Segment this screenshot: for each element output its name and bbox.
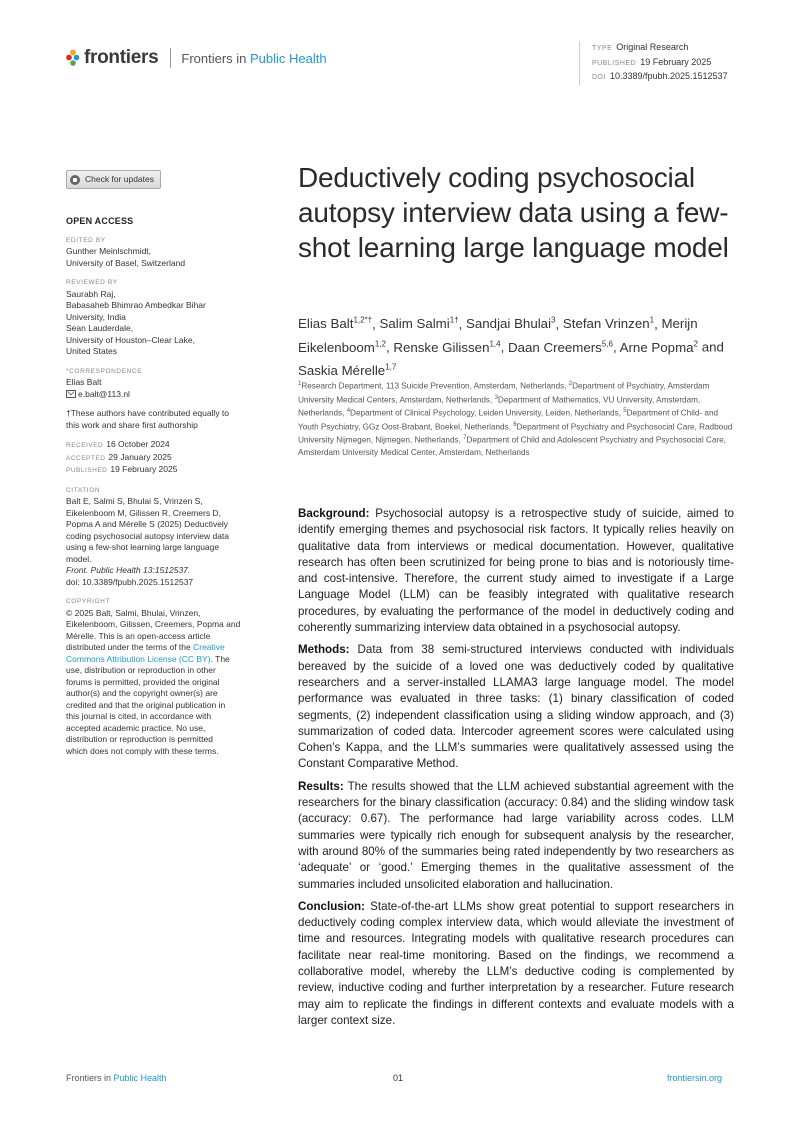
- correspondence-email-link[interactable]: e.balt@113.nl: [66, 389, 266, 401]
- license-link-cont[interactable]: Commons Attribution License (CC BY): [66, 653, 211, 664]
- abstract: [298, 506, 734, 1035]
- footer-site-link[interactable]: frontiersin.org: [667, 1073, 723, 1083]
- affiliation-number: 1: [298, 381, 302, 387]
- affiliation-text: Department of Mathematics, VU University, Amsterdam, Netherlands,: [298, 395, 701, 418]
- author-name[interactable]: Daan Creemers$^{5,6}$: [507, 339, 613, 355]
- logo-divider: [170, 48, 171, 68]
- mail-icon: [66, 390, 76, 398]
- sidebar: [66, 170, 266, 757]
- edited-by-label: EDITED BY: [66, 236, 106, 244]
- author-name[interactable]: Elias Balt$^{1,2*\dagger}$: [298, 316, 373, 332]
- affiliation-number: 3: [494, 394, 498, 401]
- author-affiliation-sup: 1,2: [374, 339, 386, 349]
- affiliation-number: 2: [568, 381, 573, 387]
- affiliation-number: 7: [463, 435, 467, 442]
- affiliation-text: Department of Child- and Youth Psychiatry, GGz Oost-Brabant, Boekel, Netherlands,: [298, 408, 719, 432]
- article-title: Deductively coding psychosocial autopsy interview data using a few-shot learning large language model: [298, 162, 729, 263]
- affiliation-number: 5: [623, 408, 627, 415]
- citation-label: CITATION: [66, 486, 101, 494]
- frontiers-logo-icon: [66, 49, 80, 67]
- abstract-text: The results showed that the LLM achieved substantial agreement with the researchers for the binary classification (accuracy: 0.84) and the sliding window task (accuracy: 0.67). The performance had large variability across codes. LLM summaries were typically rich enough for subsequent analysis by the researcher, with around 80% of the summaries being rated independently by two researchers as ‘adequate’ or ‘good.’ Emerging themes in the qualitative assessment of the summaries included unsolicited elaboration and hallucination.: [298, 779, 734, 891]
- author-affiliation-sup: 1†: [449, 316, 459, 325]
- affiliation-text: Department of Child and Adolescent Psychiatry and Psychosocial Care, Amsterdam University Medical Center, Amsterdam, Netherlands: [298, 435, 726, 457]
- abstract-section: [298, 899, 734, 1029]
- author-name[interactable]: Saskia Mérelle$^{1,7}$: [298, 362, 397, 379]
- affiliation-number: 6: [513, 421, 517, 428]
- author-affiliation-sup: 1,2*†: [353, 316, 373, 325]
- author-affiliation-sup: 2: [693, 339, 698, 349]
- footer-journal[interactable]: Frontiers in Public Health: [66, 1073, 167, 1083]
- author-affiliation-sup: 1,7: [385, 362, 397, 372]
- abstract-section: [298, 642, 734, 772]
- correspondence-name: Elias Balt: [66, 377, 102, 387]
- affiliation-text: Department of Psychiatry, Amsterdam University Medical Centers, Amsterdam, Netherlands,: [298, 381, 710, 405]
- published-date: PUBLISHED 19 February 2025: [592, 56, 712, 67]
- author-name[interactable]: Renske Gilissen$^{1,4}$: [393, 339, 501, 355]
- copyright: © 2025 Balt, Salmi, Bhulai, Vrinzen, Eikelenboom, Gilissen, Creemers, Popma and Mérelle. This is an open-access article distributed under the terms of the Creative Commons Attribution License (CC BY). The use, distribution or reproduction in other forums is permitted, provided the original author(s) and the copyright owner(s) are credited and that the original publication in this journal is cited, in accordance with accepted academic practice. No use, distribution or reproduction is permitted which does not comply with these terms.: [66, 607, 241, 756]
- affiliations: [298, 379, 733, 458]
- author-affiliation-sup: 1,4: [489, 339, 501, 349]
- author-name[interactable]: Salim Salmi$^{1\dagger}$: [379, 316, 459, 332]
- edited-by: Gunther Meinlschmidt, University of Basel, Switzerland: [66, 246, 186, 268]
- brand-name: frontiers: [84, 47, 159, 68]
- license-link[interactable]: Creative: [193, 642, 225, 652]
- citation: Balt E, Salmi S, Bhulai S, Vrinzen S, Eikelenboom M, Gilissen R, Creemers D, Popma A and Mérelle S (2025) Deductively coding psychosocial autopsy interview data using a few-shot learning large language model. Front. Public Health 13:1512537. doi: 10.3389/fpubh.2025.1512537: [66, 496, 230, 587]
- affiliation-text: Department of Psychiatry and Psychosocial Care, Radboud University Nijmegen, Nijmegen, Netherlands,: [298, 422, 733, 445]
- dates: RECEIVED 16 October 2024 ACCEPTED 29 January 2025 PUBLISHED 19 February 2025: [66, 439, 178, 474]
- abstract-text: Data from 38 semi-structured interviews conducted with individuals bereaved by the suicide of a loved one was deductively coded by qualitative researchers and a server-installed LLAMA3 large language model. The model performance was evaluated in three tasks: (1) binary classification of coded segments, (2) independent classification using a sliding window approach, and (3) summarization of coded data. Intercoder agreement scores were calculated using Cohen’s Kappa, and the LLM’s summaries were qualitatively assessed using the Constant Comparative Method.: [298, 643, 734, 771]
- article-meta: [579, 41, 728, 85]
- journal-name: Frontiers in Public Health: [181, 50, 327, 66]
- author-list: Elias Balt$^{1,2*\dagger}$, Salim Salmi$^{1\dagger}$, Sandjai Bhulai$^3$, Stefan Vrinzen$^1$, Merijn Eikelenboom$^{1,2}$, Renske Gilissen$^{1,4}$, Daan Creemers$^{5,6}$, Arne Popma$^2$ and Saskia Mérelle$^{1,7}$: [298, 316, 724, 379]
- reviewed-by-label: REVIEWED BY: [66, 279, 118, 286]
- abstract-text: State-of-the-art LLMs show great potential to support researchers in deductively coding complex interview data, which would alleviate the investment of time and resources. Integrating models with qualitative research procedures can facilitate near real-time monitoring. Based on the findings, we recommend a collaborative model, whereby the LLM’s deductive coding is complemented by review, inductive coding and further interpretation by a researcher. Future research may aim to replicate the findings in different contexts and evaluate models with a larger context size.: [298, 899, 734, 1027]
- doi[interactable]: DOI 10.3389/fpubh.2025.1512537: [592, 71, 728, 81]
- abstract-text: Psychosocial autopsy is a retrospective study of suicide, aimed to identify emerging themes and psychosocial risk factors. It typically relies heavily on qualitative data from interviews or medical documentation. However, qualitative research has often been scrutinized for being prone to bias and is notoriously time- and cost-intensive. Therefore, the current study aimed to investigate if a Large Language Model (LLM) can be feasibly integrated with qualitative research procedures, by evaluating the performance of the model in deductively coding and coherently summarizing interview data obtained in a psychosocial autopsy.: [298, 507, 734, 635]
- abstract-section: [298, 779, 734, 893]
- abstract-section: [298, 506, 734, 636]
- open-access-label: OPEN ACCESS: [66, 216, 134, 226]
- copyright-label: COPYRIGHT: [66, 598, 111, 605]
- journal-logo[interactable]: [66, 47, 327, 69]
- affiliation-text: Research Department, 113 Suicide Prevention, Amsterdam, Netherlands,: [301, 381, 569, 391]
- correspondence-label: *CORRESPONDENCE: [66, 367, 143, 375]
- author-affiliation-sup: 3: [551, 316, 556, 325]
- affiliation-number: 4: [346, 408, 351, 415]
- affiliation-text: Department of Clinical Psychology, Leiden University, Leiden, Netherlands,: [350, 408, 624, 418]
- abstract-heading: Conclusion:: [298, 899, 365, 913]
- article-type: TYPE Original Research: [592, 42, 689, 52]
- update-icon: [70, 175, 80, 185]
- author-name[interactable]: Sandjai Bhulai$^3$: [466, 316, 556, 332]
- page-number: 01: [393, 1073, 404, 1083]
- abstract-heading: Results:: [298, 779, 344, 793]
- author-name[interactable]: Merijn Eikelenboom$^{1,2}$: [298, 316, 698, 355]
- equal-contribution-note: †These authors have contributed equally to this work and share first authorship: [66, 408, 230, 430]
- author-affiliation-sup: 5,6: [601, 339, 613, 349]
- author-name[interactable]: Arne Popma$^2$: [619, 339, 698, 355]
- abstract-heading: Methods:: [298, 643, 350, 657]
- check-for-updates-button[interactable]: Check for updates: [66, 170, 161, 189]
- abstract-heading: Background:: [298, 507, 370, 520]
- author-affiliation-sup: 1: [649, 316, 655, 325]
- reviewed-by: Saurabh Raj, Babasaheb Bhimrao Ambedkar Bihar University, India Sean Lauderdale, University of Houston–Clear Lake, United States: [66, 288, 206, 356]
- author-name[interactable]: Stefan Vrinzen$^1$: [562, 316, 655, 332]
